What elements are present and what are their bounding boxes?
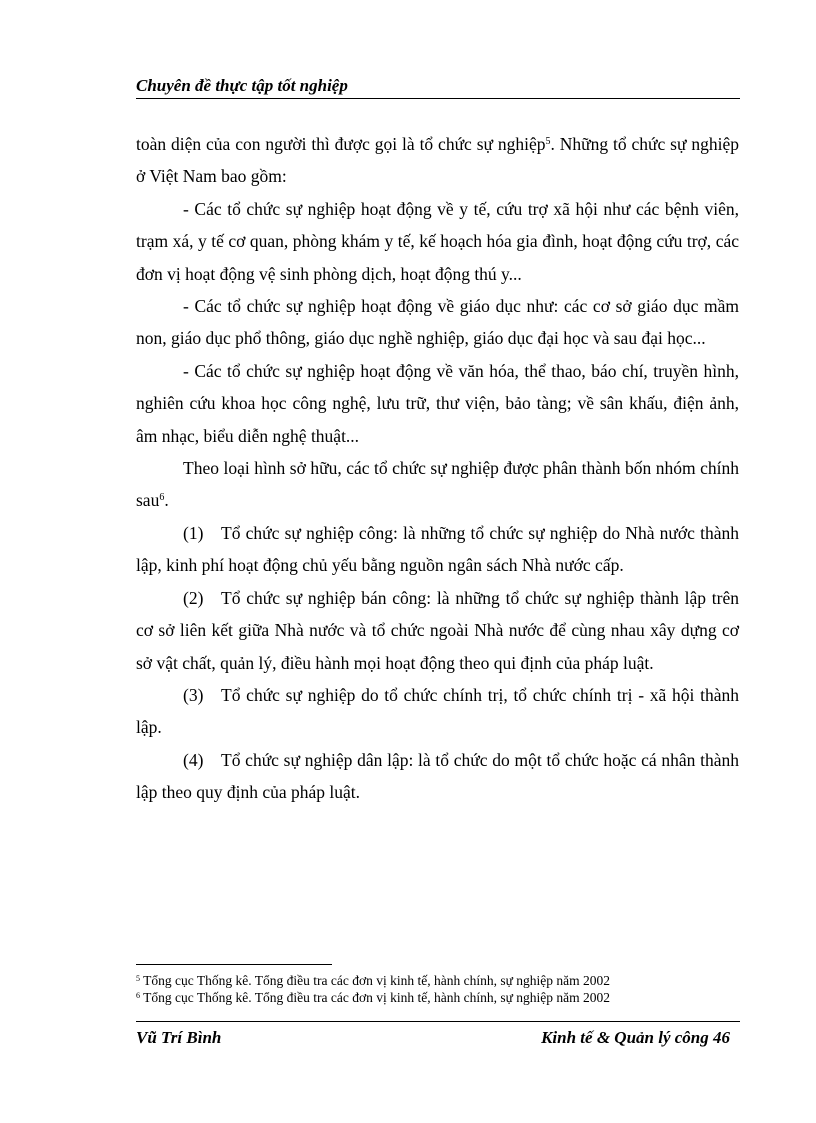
list-item-3-text: Tổ chức sự nghiệp do tổ chức chính trị, tổ chức chính trị - xã hội thành lập. — [136, 684, 739, 738]
footnote-separator — [136, 964, 332, 965]
list-item-2 — [136, 582, 739, 679]
list-item-4-number: (4) — [183, 749, 204, 770]
paragraph-culture: - Các tổ chức sự nghiệp hoạt động về văn hóa, thể thao, báo chí, truyền hình, nghiên cứu khoa học công nghệ, lưu trữ, thư viện, bảo tàng; về sân khấu, điện ảnh, âm nhạc, biểu diễn nghệ thuật... — [136, 360, 739, 446]
footnote-6-marker: 6 — [136, 991, 140, 1000]
paragraph-health: - Các tổ chức sự nghiệp hoạt động về y tế, cứu trợ xã hội như các bệnh viên, trạm xá, y tế cơ quan, phòng khám y tế, kế hoạch hóa gia đình, hoạt động cứu trợ, các đơn vị hoạt động vệ sinh phòng dịch, hoạt động thú y... — [136, 198, 739, 284]
list-item-4-text: Tổ chức sự nghiệp dân lập: là tổ chức do một tổ chức hoặc cá nhân thành lập theo quy định của pháp luật. — [136, 749, 739, 803]
footer-course: Kinh tế & Quản lý công 46 — [541, 1028, 730, 1047]
footnote-6 — [136, 989, 740, 1006]
paragraph-ownership-text-a: Theo loại hình sở hữu, các tổ chức sự nghiệp được phân thành bốn nhóm chính sau — [136, 458, 739, 511]
header-title: Chuyên đề thực tập tốt nghiệp — [136, 76, 348, 95]
footnote-6-text: Tổng cục Thống kê. Tổng điều tra các đơn vị kinh tế, hành chính, sự nghiệp năm 2002 — [143, 990, 610, 1005]
footnotes — [136, 972, 740, 1006]
footer-author: Vũ Trí Bình — [136, 1028, 222, 1047]
list-item-2-text: Tổ chức sự nghiệp bán công: là những tổ chức sự nghiệp thành lập trên cơ sở liên kết giữa Nhà nước và tổ chức ngoài Nhà nước để cùng nhau xây dựng cơ sở vật chất, quản lý, điều hành mọi hoạt động theo qui định của pháp luật. — [136, 587, 739, 673]
paragraph-ownership-text-b: . — [164, 490, 169, 511]
paragraph-1 — [136, 128, 739, 193]
page-header — [136, 76, 740, 99]
footnote-5 — [136, 972, 740, 989]
footnote-5-marker: 5 — [136, 974, 140, 983]
list-item-1-text: Tổ chức sự nghiệp công: là những tổ chức sự nghiệp do Nhà nước thành lập, kinh phí hoạt động chủ yếu bằng nguồn ngân sách Nhà nước cấp. — [136, 522, 739, 576]
body-text — [136, 128, 739, 809]
list-item-3 — [136, 679, 739, 744]
footnote-ref-6[interactable]: 6 — [159, 492, 165, 504]
list-item-1-number: (1) — [183, 522, 204, 543]
paragraph-1-text-a: toàn diện của con người thì được gọi là tổ chức sự nghiệp — [136, 134, 546, 154]
paragraph-education: - Các tổ chức sự nghiệp hoạt động về giáo dục như: các cơ sở giáo dục mầm non, giáo dục phổ thông, giáo dục nghề nghiệp, giáo dục đại học và sau đại học... — [136, 296, 739, 349]
paragraph-1-text-b: . Những tổ chức sự nghiệp ở Việt Nam bao gồm: — [136, 134, 739, 187]
paragraph-ownership — [136, 452, 739, 517]
list-item-2-number: (2) — [183, 587, 204, 608]
page-footer — [136, 1021, 740, 1048]
footnote-ref-5[interactable]: 5 — [545, 136, 551, 147]
footnote-5-text: Tổng cục Thống kê. Tổng điều tra các đơn vị kinh tế, hành chính, sự nghiệp năm 2002 — [143, 973, 610, 988]
list-item-3-number: (3) — [183, 684, 204, 705]
list-item-4 — [136, 744, 739, 809]
list-item-1 — [136, 517, 739, 582]
